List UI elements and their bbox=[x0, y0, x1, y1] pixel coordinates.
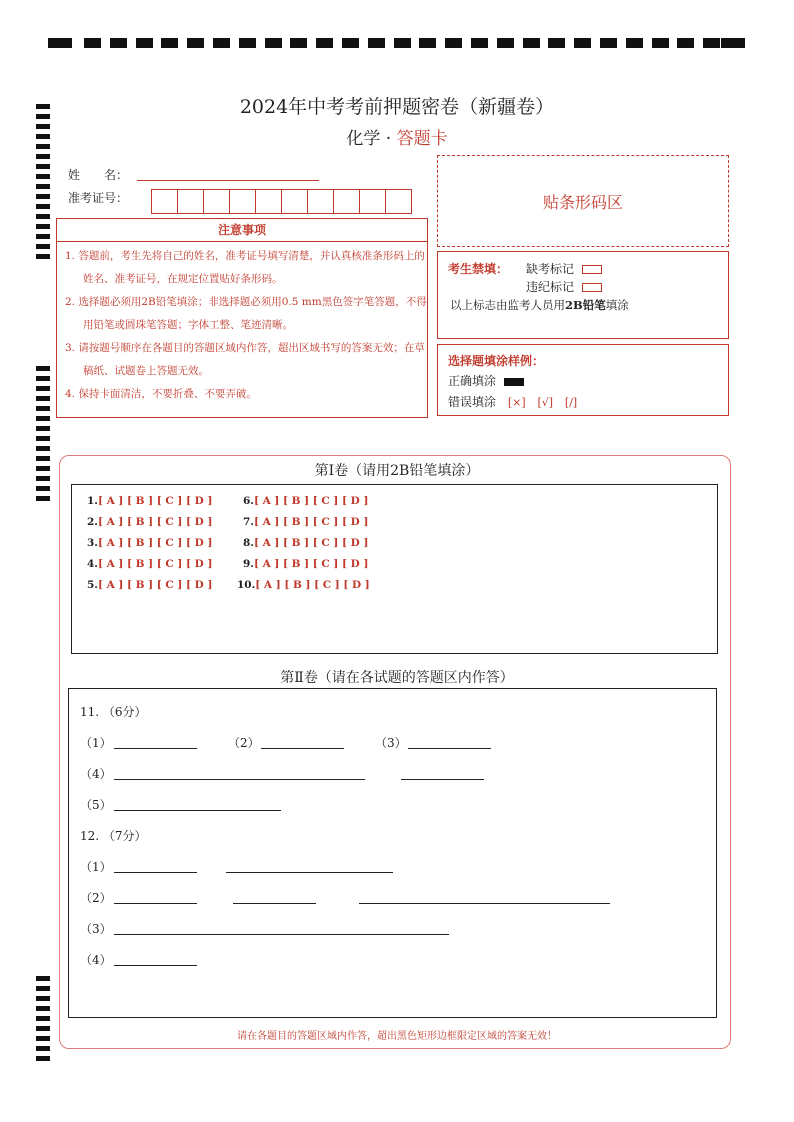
forbidden-note bbox=[450, 297, 629, 313]
correct-fill-row bbox=[448, 372, 524, 389]
q11-part3-label: （3） bbox=[375, 736, 407, 750]
timing-mark bbox=[36, 396, 50, 401]
absent-mark-row bbox=[526, 260, 602, 277]
q11-part4-answer-b[interactable] bbox=[401, 779, 484, 780]
correct-fill-label: 正确填涂 bbox=[448, 374, 497, 388]
timing-mark bbox=[36, 1016, 50, 1021]
exam-id-label: 准考证号： bbox=[68, 191, 129, 205]
q12-part3-label: （3） bbox=[80, 922, 112, 936]
timing-mark bbox=[626, 38, 643, 48]
timing-mark bbox=[652, 38, 669, 48]
timing-mark bbox=[316, 38, 333, 48]
q11-part5-answer[interactable] bbox=[114, 810, 281, 811]
forbidden-note-suffix: 填涂 bbox=[605, 298, 629, 312]
mc-question-8[interactable]: 8.[ A ] [ B ] [ C ] [ D ] bbox=[243, 537, 369, 549]
timing-mark bbox=[36, 496, 50, 501]
fill-example-box bbox=[437, 344, 729, 416]
top-timing-marks bbox=[48, 38, 746, 50]
timing-mark bbox=[497, 38, 514, 48]
mc-question-6[interactable]: 6.[ A ] [ B ] [ C ] [ D ] bbox=[243, 495, 369, 507]
q12-part2-answer-a[interactable] bbox=[114, 903, 197, 904]
timing-mark bbox=[265, 38, 282, 48]
timing-mark bbox=[36, 234, 50, 239]
notice-item-2: 2. 选择题必须用2B铅笔填涂；非选择题必须用0.5 mm黑色签字笔答题，不得用铅笔或圆珠笔答题；字体工整、笔迹清晰。 bbox=[65, 296, 427, 331]
subject-label: 化学 bbox=[346, 129, 381, 149]
timing-mark bbox=[36, 184, 50, 189]
mc-question-9[interactable]: 9.[ A ] [ B ] [ C ] [ D ] bbox=[243, 558, 369, 570]
violation-mark-box[interactable] bbox=[582, 283, 602, 292]
timing-mark bbox=[419, 38, 436, 48]
notice-item-3: 3. 请按题号顺序在各题目的答题区域内作答，超出区域书写的答案无效；在草稿纸、试题卷上答题无效。 bbox=[65, 342, 425, 377]
timing-mark bbox=[161, 38, 178, 48]
timing-mark bbox=[290, 38, 307, 48]
timing-mark bbox=[36, 416, 50, 421]
timing-mark bbox=[36, 204, 50, 209]
mc-question-2[interactable]: 2.[ A ] [ B ] [ C ] [ D ] bbox=[87, 516, 213, 528]
forbidden-note-prefix: 以上标志由监考人员用 bbox=[450, 298, 565, 312]
q12-part2-answer-b[interactable] bbox=[233, 903, 316, 904]
mc-question-1[interactable]: 1.[ A ] [ B ] [ C ] [ D ] bbox=[87, 495, 213, 507]
wrong-mark-1: [×] bbox=[507, 396, 526, 409]
q12-part4-label: （4） bbox=[80, 953, 112, 967]
q11-part5-label: （5） bbox=[80, 798, 112, 812]
timing-mark bbox=[721, 38, 745, 48]
timing-mark bbox=[36, 996, 50, 1001]
exam-id-boxes[interactable] bbox=[152, 189, 412, 214]
q12-part4-answer[interactable] bbox=[114, 965, 197, 966]
timing-mark bbox=[445, 38, 462, 48]
timing-mark bbox=[36, 214, 50, 219]
q12-part3-answer[interactable] bbox=[114, 934, 449, 935]
q11-part4-label: （4） bbox=[80, 767, 112, 781]
timing-mark bbox=[36, 1006, 50, 1011]
card-label: 答题卡 bbox=[396, 129, 448, 149]
timing-mark bbox=[36, 1056, 50, 1061]
timing-mark bbox=[703, 38, 720, 48]
timing-mark bbox=[136, 38, 153, 48]
wrong-fill-row bbox=[448, 393, 577, 410]
timing-mark bbox=[574, 38, 591, 48]
timing-mark bbox=[36, 174, 50, 179]
q12-label: 12. （7分） bbox=[80, 829, 147, 843]
absent-mark-label: 缺考标记 bbox=[526, 262, 575, 276]
wrong-mark-2: [√] bbox=[537, 396, 554, 409]
title-separator: · bbox=[385, 129, 392, 149]
timing-mark bbox=[36, 426, 50, 431]
timing-mark bbox=[36, 486, 50, 491]
timing-mark bbox=[471, 38, 488, 48]
timing-mark bbox=[36, 194, 50, 199]
part1-title: 第Ⅰ卷（请用2B铅笔填涂） bbox=[314, 463, 480, 479]
q11-part1-answer[interactable] bbox=[114, 748, 197, 749]
notice-item-1: 1. 答题前，考生先将自己的姓名，准考证号填写清楚，并认真核准条形码上的姓名、准考证号，在规定位置贴好条形码。 bbox=[65, 250, 425, 285]
q11-part3-answer[interactable] bbox=[408, 748, 491, 749]
timing-mark bbox=[36, 224, 50, 229]
timing-mark bbox=[36, 154, 50, 159]
violation-mark-row bbox=[526, 278, 602, 295]
filled-mark-icon bbox=[504, 378, 524, 386]
mc-question-5[interactable]: 5.[ A ] [ B ] [ C ] [ D ] bbox=[87, 579, 213, 591]
timing-mark bbox=[36, 1046, 50, 1051]
timing-mark bbox=[523, 38, 540, 48]
wrong-fill-label: 错误填涂 bbox=[448, 395, 497, 409]
timing-mark bbox=[36, 986, 50, 991]
footer-warning: 请在各题目的答题区域内作答，超出黑色矩形边框限定区域的答案无效！ bbox=[237, 1031, 557, 1042]
q11-part2-answer[interactable] bbox=[261, 748, 344, 749]
forbidden-note-bold: 2B铅笔 bbox=[565, 298, 606, 312]
timing-mark bbox=[36, 436, 50, 441]
notice-heading: 注意事项 bbox=[57, 219, 427, 242]
timing-mark bbox=[36, 164, 50, 169]
timing-mark bbox=[394, 38, 411, 48]
page-subtitle bbox=[0, 124, 794, 149]
part2-title: 第Ⅱ卷（请在各试题的答题区内作答） bbox=[280, 670, 514, 686]
timing-mark bbox=[84, 38, 101, 48]
wrong-mark-3: [/] bbox=[564, 396, 578, 409]
page-title: 2024年中考考前押题密卷（新疆卷） bbox=[239, 96, 555, 118]
timing-mark bbox=[213, 38, 230, 48]
timing-mark bbox=[36, 406, 50, 411]
q12-part1-answer-a[interactable] bbox=[114, 872, 197, 873]
q12-part1-label: （1） bbox=[80, 860, 112, 874]
q11-label: 11. （6分） bbox=[80, 705, 147, 719]
timing-mark bbox=[36, 376, 50, 381]
q12-part2-label: （2） bbox=[80, 891, 112, 905]
q12-part1-answer-b[interactable] bbox=[226, 872, 393, 873]
absent-mark-box[interactable] bbox=[582, 265, 602, 274]
forbidden-label: 考生禁填： bbox=[448, 262, 509, 276]
q11-part1-label: （1） bbox=[80, 736, 112, 750]
timing-mark bbox=[677, 38, 694, 48]
timing-mark bbox=[36, 446, 50, 451]
timing-mark bbox=[600, 38, 617, 48]
name-label: 姓 名： bbox=[68, 168, 129, 182]
timing-mark bbox=[548, 38, 565, 48]
timing-mark bbox=[48, 38, 72, 48]
forbidden-box bbox=[437, 251, 729, 339]
name-field[interactable] bbox=[137, 180, 319, 181]
barcode-label: 贴条形码区 bbox=[542, 192, 623, 212]
violation-mark-label: 违纪标记 bbox=[526, 280, 575, 294]
mc-question-10[interactable]: 10.[ A ] [ B ] [ C ] [ D ] bbox=[237, 579, 370, 591]
notice-item-4: 4. 保持卡面清洁，不要折叠、不要弄破。 bbox=[65, 388, 257, 400]
timing-mark bbox=[36, 244, 50, 249]
fill-example-label: 选择题填涂样例： bbox=[448, 354, 545, 368]
timing-mark bbox=[110, 38, 127, 48]
mc-question-3[interactable]: 3.[ A ] [ B ] [ C ] [ D ] bbox=[87, 537, 213, 549]
timing-mark bbox=[342, 38, 359, 48]
q12-part2-answer-c[interactable] bbox=[359, 903, 610, 904]
mc-question-4[interactable]: 4.[ A ] [ B ] [ C ] [ D ] bbox=[87, 558, 213, 570]
timing-mark bbox=[239, 38, 256, 48]
timing-mark bbox=[36, 254, 50, 259]
q11-part2-label: （2） bbox=[228, 736, 260, 750]
timing-mark bbox=[36, 386, 50, 391]
barcode-area bbox=[437, 155, 729, 247]
timing-mark bbox=[36, 366, 50, 371]
notice-box bbox=[56, 218, 428, 418]
q11-part4-answer-a[interactable] bbox=[114, 779, 365, 780]
timing-mark bbox=[187, 38, 204, 48]
timing-mark bbox=[368, 38, 385, 48]
mc-question-7[interactable]: 7.[ A ] [ B ] [ C ] [ D ] bbox=[243, 516, 369, 528]
timing-mark bbox=[36, 976, 50, 981]
